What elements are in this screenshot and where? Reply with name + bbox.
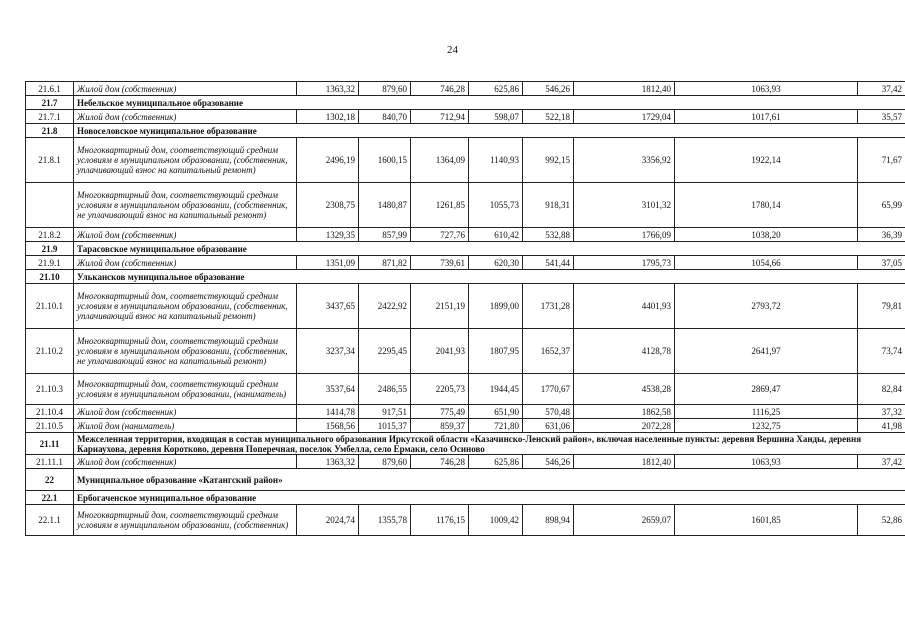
row-number: 21.8.2: [26, 228, 74, 242]
value-cell: 37,42: [858, 82, 905, 96]
value-cell: 610,42: [469, 228, 523, 242]
value-cell: 857,99: [359, 228, 411, 242]
value-cell: 522,18: [523, 110, 574, 124]
table-row: [26, 374, 905, 405]
table-row: [26, 329, 905, 374]
value-cell: 37,42: [858, 455, 905, 469]
row-number: 21.6.1: [26, 82, 74, 96]
value-cell: 73,74: [858, 329, 905, 374]
value-cell: 1922,14: [675, 138, 858, 183]
value-cell: 727,76: [411, 228, 469, 242]
section-row: [26, 242, 905, 256]
table-body: [26, 82, 905, 536]
value-cell: 840,70: [359, 110, 411, 124]
value-cell: 631,06: [523, 419, 574, 433]
table-row: [26, 455, 905, 469]
value-cell: 1329,35: [297, 228, 359, 242]
row-number: [26, 183, 74, 228]
value-cell: 1232,75: [675, 419, 858, 433]
section-row: [26, 96, 905, 110]
value-cell: 3101,32: [574, 183, 675, 228]
row-number: 22: [26, 469, 74, 491]
value-cell: 1729,04: [574, 110, 675, 124]
value-cell: 532,88: [523, 228, 574, 242]
row-number: 21.7: [26, 96, 74, 110]
value-cell: 1944,45: [469, 374, 523, 405]
table-row: [26, 228, 905, 242]
row-number: 21.7.1: [26, 110, 74, 124]
value-cell: 79,81: [858, 284, 905, 329]
value-cell: 2024,74: [297, 505, 359, 536]
table-row: [26, 138, 905, 183]
housing-type: Жилой дом (собственник): [74, 228, 297, 242]
value-cell: 1351,09: [297, 256, 359, 270]
value-cell: 1363,32: [297, 82, 359, 96]
housing-type: Жилой дом (собственник): [74, 405, 297, 419]
table-row: [26, 256, 905, 270]
section-title: Улькансков муниципальное образование: [74, 270, 905, 284]
value-cell: 2486,55: [359, 374, 411, 405]
value-cell: 879,60: [359, 82, 411, 96]
value-cell: 2422,92: [359, 284, 411, 329]
row-number: 22.1.1: [26, 505, 74, 536]
section-title: Ербогаченское муниципальное образование: [74, 491, 905, 505]
value-cell: 35,57: [858, 110, 905, 124]
value-cell: 859,37: [411, 419, 469, 433]
row-number: 21.10.5: [26, 419, 74, 433]
value-cell: 1176,15: [411, 505, 469, 536]
value-cell: 1363,32: [297, 455, 359, 469]
row-number: 22.1: [26, 491, 74, 505]
value-cell: 37,32: [858, 405, 905, 419]
value-cell: 1862,58: [574, 405, 675, 419]
value-cell: 739,61: [411, 256, 469, 270]
housing-type: Жилой дом (собственник): [74, 256, 297, 270]
value-cell: 2869,47: [675, 374, 858, 405]
housing-type: Жилой дом (собственник): [74, 82, 297, 96]
row-number: 21.8: [26, 124, 74, 138]
value-cell: 918,31: [523, 183, 574, 228]
value-cell: 1807,95: [469, 329, 523, 374]
row-number: 21.10.3: [26, 374, 74, 405]
housing-type: Жилой дом (наниматель): [74, 419, 297, 433]
row-number: 21.9: [26, 242, 74, 256]
value-cell: 3437,65: [297, 284, 359, 329]
value-cell: 2295,45: [359, 329, 411, 374]
value-cell: 625,86: [469, 455, 523, 469]
value-cell: 1812,40: [574, 82, 675, 96]
value-cell: 541,44: [523, 256, 574, 270]
value-cell: 1766,09: [574, 228, 675, 242]
value-cell: 746,28: [411, 455, 469, 469]
value-cell: 546,26: [523, 455, 574, 469]
section-row: [26, 270, 905, 284]
table-row: [26, 82, 905, 96]
value-cell: 3356,92: [574, 138, 675, 183]
value-cell: 1795,73: [574, 256, 675, 270]
value-cell: 2308,75: [297, 183, 359, 228]
housing-type: Многоквартирный дом, соответствующий средним условиям в муниципальном образовании, (наниматель): [74, 374, 297, 405]
value-cell: 3537,64: [297, 374, 359, 405]
value-cell: 3237,34: [297, 329, 359, 374]
value-cell: 871,82: [359, 256, 411, 270]
section-title: Небельское муниципальное образование: [74, 96, 905, 110]
value-cell: 71,67: [858, 138, 905, 183]
value-cell: 1063,93: [675, 455, 858, 469]
value-cell: 1600,15: [359, 138, 411, 183]
value-cell: 36,39: [858, 228, 905, 242]
section-title: Тарасовское муниципальное образование: [74, 242, 905, 256]
value-cell: 2205,73: [411, 374, 469, 405]
value-cell: 2659,07: [574, 505, 675, 536]
section-title: Муниципальное образование «Катангский район»: [74, 469, 905, 491]
value-cell: 1812,40: [574, 455, 675, 469]
row-number: 21.10: [26, 270, 74, 284]
value-cell: 2041,93: [411, 329, 469, 374]
row-number: 21.10.1: [26, 284, 74, 329]
value-cell: 598,07: [469, 110, 523, 124]
value-cell: 1063,93: [675, 82, 858, 96]
value-cell: 1116,25: [675, 405, 858, 419]
value-cell: 2496,19: [297, 138, 359, 183]
row-number: 21.8.1: [26, 138, 74, 183]
value-cell: 917,51: [359, 405, 411, 419]
value-cell: 625,86: [469, 82, 523, 96]
value-cell: 1480,87: [359, 183, 411, 228]
table-row: [26, 505, 905, 536]
value-cell: 52,86: [858, 505, 905, 536]
section-row: [26, 469, 905, 491]
value-cell: 898,94: [523, 505, 574, 536]
value-cell: 1055,73: [469, 183, 523, 228]
section-title: Межселенная территория, входящая в состав муниципального образования Иркутской области «Казачинско-Ленский район», включая населенные пункты: деревня Вершина Ханды, деревня Кариаухова, деревня Коротково, деревня Поперечная, поселок Умбелла, село Ермаки, село Осиново: [74, 433, 905, 455]
value-cell: 4401,93: [574, 284, 675, 329]
value-cell: 1770,67: [523, 374, 574, 405]
value-cell: 546,26: [523, 82, 574, 96]
value-cell: 1731,28: [523, 284, 574, 329]
value-cell: 4538,28: [574, 374, 675, 405]
value-cell: 2151,19: [411, 284, 469, 329]
value-cell: 712,94: [411, 110, 469, 124]
page-number: 24: [447, 44, 458, 56]
value-cell: 2641,97: [675, 329, 858, 374]
value-cell: 82,84: [858, 374, 905, 405]
housing-type: Многоквартирный дом, соответствующий средним условиям в муниципальном образовании, (собственник, не уплачивающий взнос на капитальный ремонт): [74, 183, 297, 228]
value-cell: 1899,00: [469, 284, 523, 329]
value-cell: 620,30: [469, 256, 523, 270]
value-cell: 1017,61: [675, 110, 858, 124]
value-cell: 1140,93: [469, 138, 523, 183]
value-cell: 1009,42: [469, 505, 523, 536]
table-row: [26, 110, 905, 124]
value-cell: 41,98: [858, 419, 905, 433]
value-cell: 570,48: [523, 405, 574, 419]
tariff-table: [25, 81, 905, 536]
table-row: [26, 183, 905, 228]
value-cell: 1038,20: [675, 228, 858, 242]
value-cell: 651,90: [469, 405, 523, 419]
value-cell: 65,99: [858, 183, 905, 228]
housing-type: Многоквартирный дом, соответствующий средним условиям в муниципальном образовании, (собственник, не уплачивающий взнос на капитальный ремонт): [74, 329, 297, 374]
housing-type: Жилой дом (собственник): [74, 455, 297, 469]
housing-type: Многоквартирный дом, соответствующий средним условиям в муниципальном образовании, (собственник): [74, 505, 297, 536]
value-cell: 1015,37: [359, 419, 411, 433]
table-row: [26, 284, 905, 329]
value-cell: 1414,78: [297, 405, 359, 419]
value-cell: 4128,78: [574, 329, 675, 374]
value-cell: 1568,56: [297, 419, 359, 433]
housing-type: Многоквартирный дом, соответствующий средним условиям в муниципальном образовании, (собственник, уплачивающий взнос на капитальный ремонт): [74, 138, 297, 183]
row-number: 21.11: [26, 433, 74, 455]
value-cell: 775,49: [411, 405, 469, 419]
value-cell: 37,05: [858, 256, 905, 270]
value-cell: 1054,66: [675, 256, 858, 270]
value-cell: 721,80: [469, 419, 523, 433]
value-cell: 1302,18: [297, 110, 359, 124]
table-row: [26, 419, 905, 433]
value-cell: 1601,85: [675, 505, 858, 536]
table-row: [26, 405, 905, 419]
value-cell: 1780,14: [675, 183, 858, 228]
section-title: Новоселовское муниципальное образование: [74, 124, 905, 138]
row-number: 21.10.4: [26, 405, 74, 419]
value-cell: 1652,37: [523, 329, 574, 374]
section-row: [26, 433, 905, 455]
row-number: 21.11.1: [26, 455, 74, 469]
row-number: 21.9.1: [26, 256, 74, 270]
value-cell: 992,15: [523, 138, 574, 183]
value-cell: 1355,78: [359, 505, 411, 536]
housing-type: Жилой дом (собственник): [74, 110, 297, 124]
value-cell: 879,60: [359, 455, 411, 469]
section-row: [26, 124, 905, 138]
value-cell: 2072,28: [574, 419, 675, 433]
value-cell: 1261,85: [411, 183, 469, 228]
value-cell: 746,28: [411, 82, 469, 96]
row-number: 21.10.2: [26, 329, 74, 374]
housing-type: Многоквартирный дом, соответствующий средним условиям в муниципальном образовании, (собственник, уплачивающий взнос на капитальный ремонт): [74, 284, 297, 329]
value-cell: 1364,09: [411, 138, 469, 183]
value-cell: 2793,72: [675, 284, 858, 329]
section-row: [26, 491, 905, 505]
